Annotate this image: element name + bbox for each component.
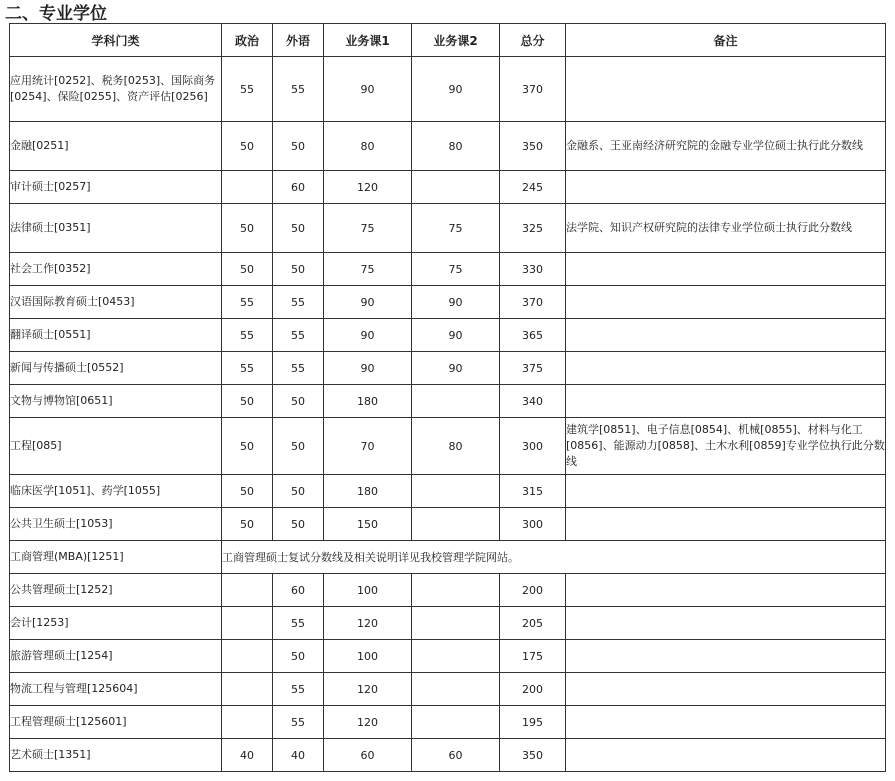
subject-cell: 法律硕士[0351]: [10, 204, 222, 253]
note-cell: [566, 475, 886, 508]
note-cell: [566, 57, 886, 122]
table-row: [10, 607, 886, 640]
course2-cell: 90: [412, 286, 500, 319]
politics-cell: 55: [222, 352, 273, 385]
subject-cell: 公共卫生硕士[1053]: [10, 508, 222, 541]
politics-cell: [222, 640, 273, 673]
header-foreign: 外语: [273, 24, 324, 57]
table-body: [10, 57, 886, 772]
course1-cell: 75: [324, 253, 412, 286]
total-cell: 200: [500, 673, 566, 706]
course1-cell: 120: [324, 673, 412, 706]
header-row: [10, 24, 886, 57]
course2-cell: [412, 706, 500, 739]
total-cell: 300: [500, 508, 566, 541]
course1-cell: 100: [324, 574, 412, 607]
table-row: [10, 319, 886, 352]
politics-cell: [222, 171, 273, 204]
note-cell: [566, 286, 886, 319]
course1-cell: 90: [324, 286, 412, 319]
table-row: [10, 508, 886, 541]
note-cell: 建筑学[0851]、电子信息[0854]、机械[0855]、材料与化工[0856]、能源动力[0858]、土木水利[0859]专业学位执行此分数线: [566, 418, 886, 475]
foreign-cell: 50: [273, 204, 324, 253]
subject-cell: 会计[1253]: [10, 607, 222, 640]
foreign-cell: 50: [273, 418, 324, 475]
total-cell: 245: [500, 171, 566, 204]
course2-cell: 75: [412, 204, 500, 253]
course2-cell: [412, 607, 500, 640]
politics-cell: 50: [222, 122, 273, 171]
total-cell: 195: [500, 706, 566, 739]
subject-cell: 社会工作[0352]: [10, 253, 222, 286]
subject-cell: 新闻与传播硕士[0552]: [10, 352, 222, 385]
foreign-cell: 55: [273, 352, 324, 385]
header-subject: 学科门类: [10, 24, 222, 57]
subject-cell: 公共管理硕士[1252]: [10, 574, 222, 607]
politics-cell: 50: [222, 253, 273, 286]
total-cell: 205: [500, 607, 566, 640]
table-row: [10, 574, 886, 607]
note-cell: 金融系、王亚南经济研究院的金融专业学位硕士执行此分数线: [566, 122, 886, 171]
subject-cell: 工程[085]: [10, 418, 222, 475]
politics-cell: 50: [222, 385, 273, 418]
score-table: [9, 23, 886, 772]
total-cell: 370: [500, 57, 566, 122]
table-row: [10, 541, 886, 574]
header-politics: 政治: [222, 24, 273, 57]
subject-cell: 工程管理硕士[125601]: [10, 706, 222, 739]
course1-cell: 120: [324, 171, 412, 204]
note-cell: [566, 640, 886, 673]
note-cell: [566, 253, 886, 286]
note-cell: [566, 171, 886, 204]
course2-cell: [412, 475, 500, 508]
table-row: [10, 418, 886, 475]
course1-cell: 180: [324, 385, 412, 418]
header-total: 总分: [500, 24, 566, 57]
subject-cell: 旅游管理硕士[1254]: [10, 640, 222, 673]
note-cell: 法学院、知识产权研究院的法律专业学位硕士执行此分数线: [566, 204, 886, 253]
total-cell: 200: [500, 574, 566, 607]
politics-cell: [222, 673, 273, 706]
course2-cell: 90: [412, 352, 500, 385]
table-row: [10, 253, 886, 286]
note-cell: [566, 508, 886, 541]
course2-cell: [412, 171, 500, 204]
note-cell: [566, 352, 886, 385]
total-cell: 300: [500, 418, 566, 475]
table-row: [10, 739, 886, 772]
header-course2: 业务课2: [412, 24, 500, 57]
course1-cell: 80: [324, 122, 412, 171]
table-row: [10, 122, 886, 171]
table-row: [10, 475, 886, 508]
note-cell: [566, 706, 886, 739]
course2-cell: [412, 508, 500, 541]
foreign-cell: 50: [273, 122, 324, 171]
header-note: 备注: [566, 24, 886, 57]
course1-cell: 90: [324, 57, 412, 122]
table-row: [10, 673, 886, 706]
note-cell: [566, 385, 886, 418]
course2-cell: [412, 574, 500, 607]
foreign-cell: 55: [273, 706, 324, 739]
note-cell: [566, 739, 886, 772]
course1-cell: 150: [324, 508, 412, 541]
subject-cell: 工商管理(MBA)[1251]: [10, 541, 222, 574]
politics-cell: 55: [222, 286, 273, 319]
course1-cell: 100: [324, 640, 412, 673]
course2-cell: 80: [412, 122, 500, 171]
foreign-cell: 55: [273, 319, 324, 352]
politics-cell: 50: [222, 508, 273, 541]
course2-cell: 75: [412, 253, 500, 286]
subject-cell: 文物与博物馆[0651]: [10, 385, 222, 418]
total-cell: 375: [500, 352, 566, 385]
course1-cell: 70: [324, 418, 412, 475]
foreign-cell: 55: [273, 57, 324, 122]
course2-cell: 60: [412, 739, 500, 772]
foreign-cell: 50: [273, 253, 324, 286]
foreign-cell: 50: [273, 475, 324, 508]
total-cell: 325: [500, 204, 566, 253]
politics-cell: 50: [222, 204, 273, 253]
politics-cell: [222, 706, 273, 739]
note-cell: [566, 319, 886, 352]
section-title: 二、专业学位: [5, 4, 107, 24]
table-row: [10, 171, 886, 204]
course1-cell: 180: [324, 475, 412, 508]
course2-cell: 90: [412, 57, 500, 122]
table-row: [10, 204, 886, 253]
total-cell: 350: [500, 739, 566, 772]
subject-cell: 金融[0251]: [10, 122, 222, 171]
course2-cell: [412, 385, 500, 418]
header-course1: 业务课1: [324, 24, 412, 57]
politics-cell: 50: [222, 418, 273, 475]
table-row: [10, 706, 886, 739]
politics-cell: 40: [222, 739, 273, 772]
politics-cell: [222, 607, 273, 640]
total-cell: 370: [500, 286, 566, 319]
course1-cell: 120: [324, 706, 412, 739]
total-cell: 365: [500, 319, 566, 352]
table-row: [10, 57, 886, 122]
subject-cell: 临床医学[1051]、药学[1055]: [10, 475, 222, 508]
note-cell: [566, 673, 886, 706]
table-row: [10, 640, 886, 673]
course2-cell: [412, 640, 500, 673]
course2-cell: [412, 673, 500, 706]
foreign-cell: 50: [273, 385, 324, 418]
total-cell: 315: [500, 475, 566, 508]
politics-cell: [222, 574, 273, 607]
politics-cell: 50: [222, 475, 273, 508]
foreign-cell: 60: [273, 574, 324, 607]
politics-cell: 55: [222, 319, 273, 352]
subject-cell: 艺术硕士[1351]: [10, 739, 222, 772]
course1-cell: 90: [324, 352, 412, 385]
foreign-cell: 55: [273, 673, 324, 706]
total-cell: 340: [500, 385, 566, 418]
total-cell: 175: [500, 640, 566, 673]
table-row: [10, 385, 886, 418]
foreign-cell: 50: [273, 640, 324, 673]
total-cell: 350: [500, 122, 566, 171]
course1-cell: 75: [324, 204, 412, 253]
subject-cell: 审计硕士[0257]: [10, 171, 222, 204]
subject-cell: 汉语国际教育硕士[0453]: [10, 286, 222, 319]
foreign-cell: 60: [273, 171, 324, 204]
course2-cell: 80: [412, 418, 500, 475]
subject-cell: 应用统计[0252]、税务[0253]、国际商务[0254]、保险[0255]、资产评估[0256]: [10, 57, 222, 122]
subject-cell: 物流工程与管理[125604]: [10, 673, 222, 706]
course1-cell: 90: [324, 319, 412, 352]
course1-cell: 60: [324, 739, 412, 772]
politics-cell: 55: [222, 57, 273, 122]
span-note-cell: 工商管理硕士复试分数线及相关说明详见我校管理学院网站。: [222, 541, 886, 574]
course1-cell: 120: [324, 607, 412, 640]
foreign-cell: 55: [273, 607, 324, 640]
table-row: [10, 352, 886, 385]
note-cell: [566, 574, 886, 607]
course2-cell: 90: [412, 319, 500, 352]
foreign-cell: 50: [273, 508, 324, 541]
note-cell: [566, 607, 886, 640]
subject-cell: 翻译硕士[0551]: [10, 319, 222, 352]
foreign-cell: 40: [273, 739, 324, 772]
total-cell: 330: [500, 253, 566, 286]
table-row: [10, 286, 886, 319]
foreign-cell: 55: [273, 286, 324, 319]
